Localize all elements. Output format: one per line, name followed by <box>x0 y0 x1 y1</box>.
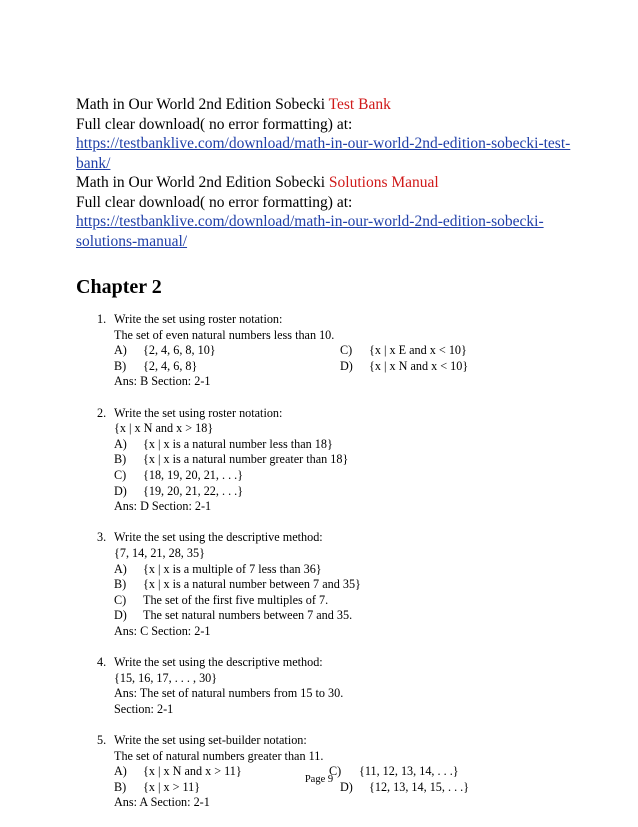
question-stem: {7, 14, 21, 28, 35} <box>114 545 205 560</box>
option-label: B) <box>114 577 127 592</box>
answer-line: Ans: The set of natural numbers from 15 to 30. <box>114 686 344 701</box>
title-text: Math in Our World 2nd Edition Sobecki <box>76 174 329 191</box>
question-5 <box>97 733 597 811</box>
option-a: {2, 4, 6, 8, 10} <box>143 343 216 358</box>
option-label: C) <box>114 467 127 482</box>
option-label: B) <box>114 358 127 373</box>
question-1 <box>97 312 597 390</box>
option-label: D) <box>114 483 127 498</box>
question-prompt: Write the set using the descriptive method: <box>114 655 323 670</box>
question-3 <box>97 530 597 639</box>
option-label: A) <box>114 561 127 576</box>
answer-line: Ans: C Section: 2-1 <box>114 623 211 638</box>
option-a: {x | x is a natural number less than 18} <box>143 436 333 451</box>
option-d: {19, 20, 21, 22, . . .} <box>143 483 244 498</box>
question-number: 2. <box>97 405 107 420</box>
title-line-solutions <box>76 173 596 193</box>
option-c: {11, 12, 13, 14, . . .} <box>359 764 459 779</box>
title-text: Math in Our World 2nd Edition Sobecki <box>76 96 329 113</box>
option-label: A) <box>114 436 127 451</box>
option-label: B) <box>114 452 127 467</box>
question-4 <box>97 655 597 717</box>
answer-line: Ans: A Section: 2-1 <box>114 795 210 810</box>
answer-line: Ans: B Section: 2-1 <box>114 374 211 389</box>
solutions-manual-link[interactable]: https://testbanklive.com/download/math-in-our-world-2nd-edition-sobecki-solutions-manual/ <box>76 213 544 250</box>
option-label: C) <box>340 343 353 358</box>
title-line-test-bank <box>76 95 596 115</box>
option-c: {18, 19, 20, 21, . . .} <box>143 467 244 482</box>
option-d: The set natural numbers between 7 and 35. <box>143 608 353 623</box>
question-number: 4. <box>97 655 107 670</box>
option-b: {2, 4, 6, 8} <box>143 358 198 373</box>
option-label: D) <box>114 608 127 623</box>
option-label: D) <box>340 779 353 794</box>
header-block <box>76 95 596 251</box>
solutions-manual-highlight: Solutions Manual <box>328 174 439 191</box>
question-number: 3. <box>97 530 107 545</box>
option-d: {12, 13, 14, 15, . . .} <box>369 779 470 794</box>
chapter-title: Chapter 2 <box>76 276 162 298</box>
test-bank-link[interactable]: https://testbanklive.com/download/math-in-our-world-2nd-edition-sobecki-test-bank/ <box>76 135 571 172</box>
question-number: 1. <box>97 312 107 326</box>
question-stem: {15, 16, 17, . . . , 30} <box>114 670 218 685</box>
option-label: D) <box>340 358 353 373</box>
option-d: {x | x N and x < 10} <box>369 358 469 373</box>
option-label: A) <box>114 764 127 779</box>
question-stem: The set of even natural numbers less than 10. <box>114 327 335 342</box>
option-b: {x | x is a natural number greater than 18} <box>143 452 349 467</box>
option-b: {x | x > 11} <box>143 779 201 794</box>
page-number: Page 9 <box>304 774 334 785</box>
question-list <box>97 312 597 827</box>
test-bank-highlight: Test Bank <box>328 96 391 113</box>
download-note: Full clear download( no error formatting) at: <box>76 193 353 211</box>
question-stem: {x | x N and x > 18} <box>114 421 214 436</box>
option-label: C) <box>114 592 127 607</box>
option-a: {x | x is a multiple of 7 less than 36} <box>143 561 322 576</box>
question-prompt: Write the set using the descriptive method: <box>114 530 323 545</box>
question-stem: The set of natural numbers greater than 11. <box>114 748 324 763</box>
download-note: Full clear download( no error formatting) at: <box>76 115 353 133</box>
option-c: The set of the first five multiples of 7. <box>143 592 329 607</box>
question-prompt: Write the set using set-builder notation: <box>114 733 307 748</box>
question-number: 5. <box>97 733 107 748</box>
question-2 <box>97 406 597 515</box>
option-c: {x | x E and x < 10} <box>369 343 467 358</box>
option-label: C) <box>329 764 342 779</box>
option-a: {x | x N and x > 11} <box>143 764 242 779</box>
section-line: Section: 2-1 <box>114 701 174 716</box>
option-label: B) <box>114 779 127 794</box>
question-prompt: Write the set using roster notation: <box>114 405 283 420</box>
answer-line: Ans: D Section: 2-1 <box>114 499 212 514</box>
option-b: {x | x is a natural number between 7 and 35} <box>143 577 361 592</box>
question-prompt: Write the set using roster notation: <box>114 312 283 326</box>
option-label: A) <box>114 343 127 358</box>
